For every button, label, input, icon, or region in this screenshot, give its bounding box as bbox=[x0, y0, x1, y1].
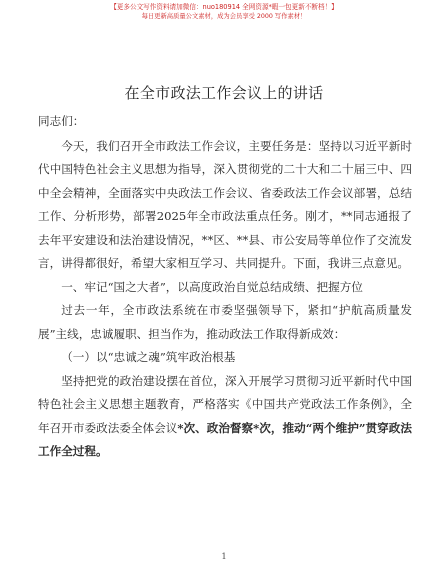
document-body bbox=[38, 110, 412, 464]
subsection-heading-1: （一）以“忠诚之魂”筑牢政治根基 bbox=[61, 350, 236, 364]
promo-banner-line2: 每日更新高质量公文素材，成为会员享受 2000 写作素材！ bbox=[141, 13, 307, 20]
promo-banner-line1: 【更多公文写作资料请加微信：nuo180914 全网资源*暇一包更新不断档！】 bbox=[110, 3, 338, 11]
paragraph-review: 过去一年，全市政法系统在市委坚强领导下，紧扣“护航高质量发展”主线，忠诚履职、担当作为，推动政法工作取得新成效： bbox=[38, 303, 412, 341]
page-number: 1 bbox=[221, 552, 227, 561]
salutation: 同志们： bbox=[38, 114, 85, 128]
paragraph-political bbox=[38, 370, 412, 464]
document-title: 在全市政法工作会议上的讲话 bbox=[124, 84, 324, 102]
section-heading-1: 一、牢记“国之大者”，以高度政治自觉总结成绩、把握方位 bbox=[61, 279, 363, 294]
paragraph-intro: 今天，我们召开全市政法工作会议，主要任务是：坚持以习近平新时代中国特色社会主义思想为指导，深入贯彻党的二十大和二十届三中、四中全会精神，全面落实中央政法工作会议、省委政法工作会议部署，总结工作、分析形势，部署2025年全市政法重点任务。刚才，**同志通报了去年平安建设和法治建设情况，**区、**县、市公安局等单位作了交流发言，讲得都很好，希望大家相互学习、共同提升。下面，我讲三点意见。 bbox=[38, 138, 412, 270]
paragraph-political-emphasis: *次、政治督察*次，推动“两个维护”贯穿政法工作全过程。 bbox=[38, 420, 412, 458]
paragraph-political-text: 坚持把党的政治建设摆在首位，深入开展学习贯彻习近平新时代中国特色社会主义思想主题教育，严格落实《中国共产党政法工作条例》，全年召开市委政法委全体会议 bbox=[38, 373, 412, 435]
promo-banner bbox=[0, 2, 448, 22]
